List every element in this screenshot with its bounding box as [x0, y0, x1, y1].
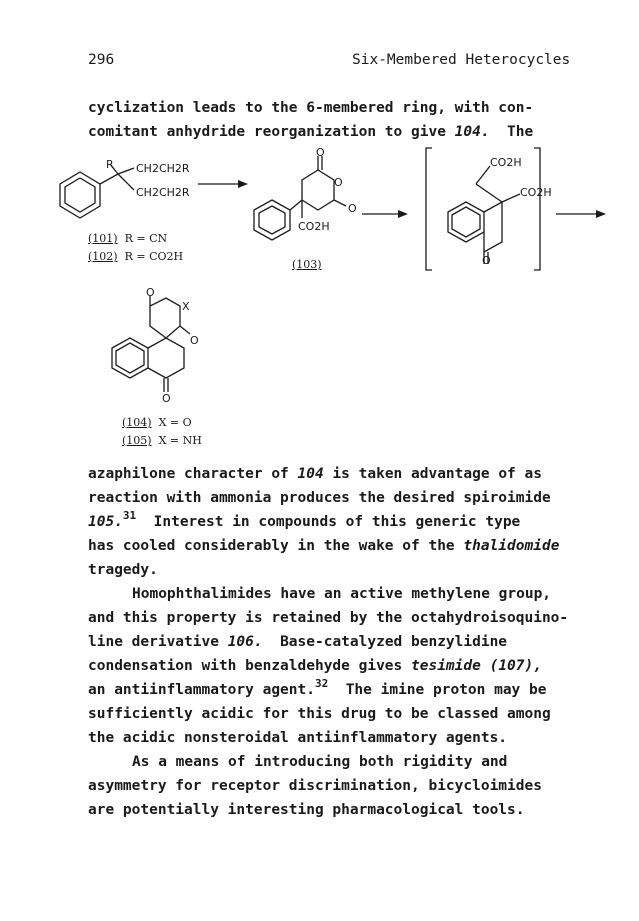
body-line: condensation with benzaldehyde gives tesimide (107), [88, 658, 542, 674]
compound-label-104: (104) X = O [122, 416, 192, 429]
atom-label: O [162, 392, 171, 405]
compound-ref: 105. [88, 514, 123, 530]
drug-name: tesimide (107), [411, 658, 542, 674]
compound-ref: 106. [227, 634, 263, 650]
substituent-label: CO2H [298, 220, 330, 233]
body-line: comitant anhydride reorganization to give 104. The [88, 124, 534, 140]
reference-marker: 32 [314, 677, 329, 690]
body-line: sufficiently acidic for this drug to be classed among [88, 706, 551, 722]
body-line: As a means of introducing both rigidity and [132, 754, 508, 770]
body-line: has cooled considerably in the wake of the thalidomide [88, 538, 560, 554]
body-line: azaphilone character of 104 is taken advantage of as [88, 466, 542, 482]
body-line: and this property is retained by the octahydroisoquino- [88, 610, 569, 626]
body-line: reaction with ammonia produces the desired spiroimide [88, 490, 551, 506]
body-line: are potentially interesting pharmacological tools. [88, 802, 525, 818]
reference-marker: 31 [122, 509, 137, 522]
bracket-left [426, 148, 432, 270]
body-line: cyclization leads to the 6-membered ring, with con- [88, 100, 534, 116]
body-line: Homophthalimides have an active methylene group, [132, 586, 552, 602]
body-line: asymmetry for receptor discrimination, bicycloimides [88, 778, 542, 794]
substituent-label: CO2H [520, 186, 552, 199]
compound-label-105: (105) X = NH [122, 434, 202, 447]
substituent-label: CH2CH2R [136, 162, 190, 175]
substituent-label: CH2CH2R [136, 186, 190, 199]
body-line: tragedy. [88, 562, 158, 578]
compound-label-103: (103) [292, 258, 322, 271]
benzene-ring [448, 202, 484, 242]
running-title: Six-Membered Heterocycles [352, 52, 571, 68]
arrow-head [238, 180, 248, 188]
reaction-scheme [0, 0, 639, 460]
compound-ref: 104. [454, 124, 490, 140]
atom-label: O [348, 202, 357, 215]
benzene-ring [112, 338, 148, 378]
body-line: the acidic nonsteroidal antiinflammatory agents. [88, 730, 508, 746]
body-line: 105.31 Interest in compounds of this generic type [88, 509, 521, 530]
bracket-right [534, 148, 540, 270]
atom-label: R [106, 158, 114, 171]
atom-label: O [482, 254, 491, 267]
atom-label: X [182, 300, 190, 313]
page-number: 296 [88, 52, 115, 68]
body-line: line derivative 106. Base-catalyzed benzylidine [88, 634, 508, 650]
arrow-head [596, 210, 606, 218]
substituent-label: CO2H [490, 156, 522, 169]
compound-label-101: (101) R = CN [88, 232, 168, 245]
benzene-ring [60, 172, 100, 218]
atom-label: O [190, 334, 199, 347]
compound-ref: 104 [297, 466, 324, 482]
compound-label-102: (102) R = CO2H [88, 250, 184, 263]
arrow-head [398, 210, 408, 218]
atom-label: O [316, 146, 325, 159]
atom-label: O [334, 176, 343, 189]
drug-name: thalidomide [463, 538, 560, 554]
body-line: an antiinflammatory agent.$^{32}$ The imine proton may be [88, 677, 547, 698]
atom-label: O [146, 286, 155, 299]
